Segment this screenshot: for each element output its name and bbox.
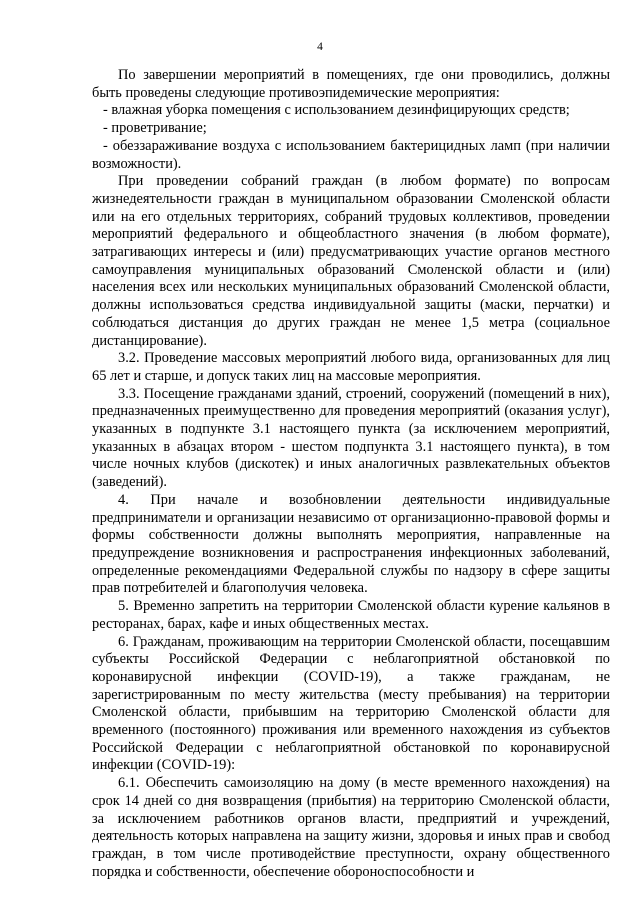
list-item: - проветривание; [103, 120, 207, 137]
paragraph: По завершении мероприятий в помещениях, где они проводились, должны быть проведены следующие противоэпидемические мероприятия: [92, 67, 610, 101]
paragraph: 5. Временно запретить на территории Смоленской области курение кальянов в ресторанах, барах, кафе и иных общественных местах. [92, 598, 610, 632]
page-number: 4 [317, 41, 323, 53]
list-item: - обеззараживание воздуха с использованием бактерицидных ламп (при наличии возможности). [92, 137, 610, 172]
paragraph: 6.1. Обеспечить самоизоляцию на дому (в месте временного нахождения) на срок 14 дней со дня возвращения (прибытия) на территорию Смоленской области, за исключением работников органов власти, предприятий и учреждений, деятельность которых направлена на защиту жизни, здоровья и иных прав и свобод граждан, в том числе противодействие преступности, охрану общественного порядка и собственности, обеспечение обороноспособности и [92, 775, 610, 880]
paragraph: При проведении собраний граждан (в любом формате) по вопросам жизнедеятельности граждан в муниципальном образовании Смоленской области или на его отдельных территориях, собраний трудовых коллективов, проведении мероприятий федерального и общеобластного значения (в любом формате), затрагивающих интересы и (или) предусматривающих участие органов местного самоуправления муниципальных образований Смоленской области и (или) населения всех или нескольких муниципальных образований Смоленской области, должны использоваться средства индивидуальной защиты (маски, перчатки) и соблюдаться дистанция до других граждан не менее 1,5 метра (социальное дистанцирование). [92, 173, 610, 349]
paragraph: 4. При начале и возобновлении деятельности индивидуальные предприниматели и организации независимо от организационно-правовой формы и формы собственности должны выполнять мероприятия, направленные на предупреждение возникновения и распространения инфекционных заболеваний, определенные рекомендациями Федеральной службы по надзору в сфере защиты прав потребителей и благополучия человека. [92, 491, 610, 597]
document-body [92, 67, 610, 881]
paragraph: 3.3. Посещение гражданами зданий, строений, сооружений (помещений в них), предназначенных преимущественно для проведения мероприятий (оказания услуг), указанных в подпункте 3.1 настоящего пункта (за исключением мероприятий, указанных в абзацах втором - шестом подпункта 3.1 настоящего пункта), в том числе ночных клубов (дискотек) и иных аналогичных развлекательных объектов (заведений). [92, 385, 610, 491]
list-item: - влажная уборка помещения с использованием дезинфицирующих средств; [103, 102, 570, 119]
paragraph: 3.2. Проведение массовых мероприятий любого вида, организованных для лиц 65 лет и старше, и допуск таких лиц на массовые мероприятия. [92, 350, 610, 384]
paragraph: 6. Гражданам, проживающим на территории Смоленской области, посещавшим субъекты Российской Федерации с неблагоприятной обстановкой по коронавирусной инфекции (COVID-19), а также гражданам, не зарегистрированным по месту жительства (месту пребывания) на территории Смоленской области, прибывшим на территорию Смоленской области для временного (постоянного) проживания или временного нахождения из субъектов Российской Федерации с неблагоприятной обстановкой по коронавирусной инфекции (COVID-19): [92, 633, 610, 774]
